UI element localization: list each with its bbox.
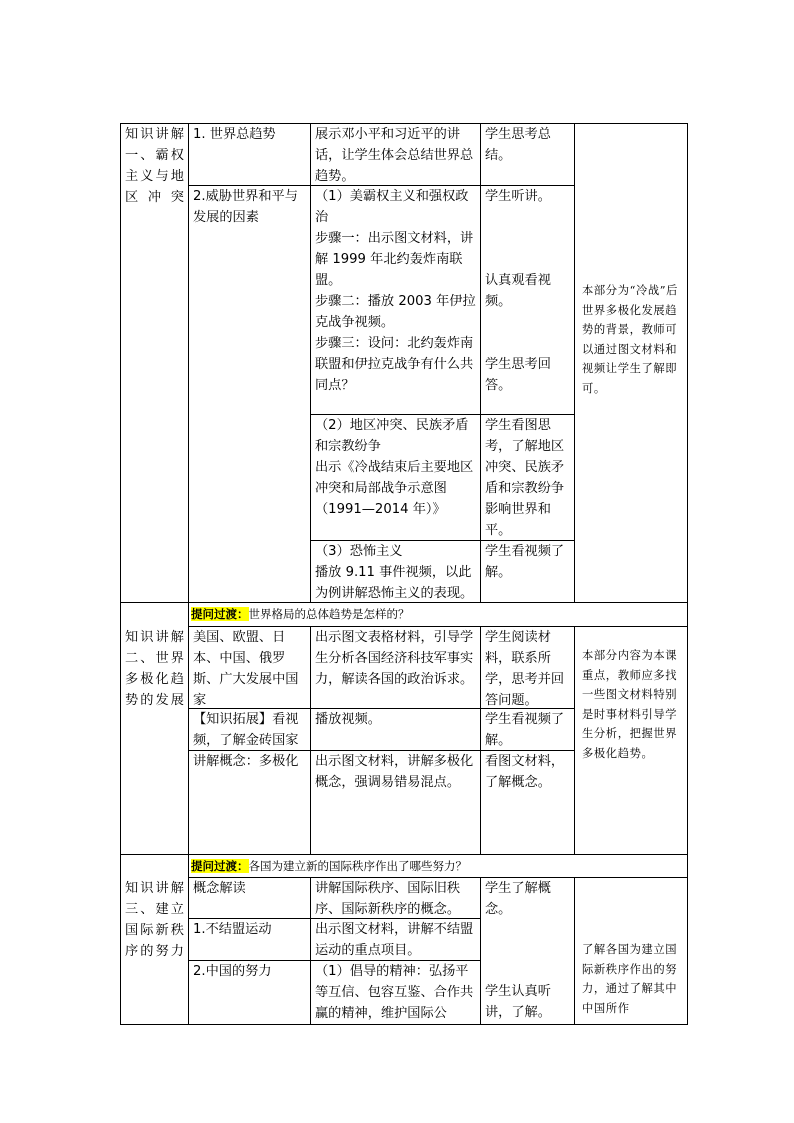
teacher-activity xyxy=(310,540,480,602)
topic-cell: 2.中国的努力 xyxy=(193,964,272,979)
design-note: 本部分内容为本课重点，教师应多找一些图文材料特别是时事材料引导学生分析，把握世界多极化趋势。 xyxy=(582,649,678,760)
teacher-activity: 讲解国际秩序、国际旧秩序、国际新秩序的概念。 xyxy=(315,881,461,917)
student-activity: 学生了解概念。 xyxy=(485,881,551,917)
sub-heading: （2）地区冲突、民族矛盾和宗教纷争 xyxy=(315,418,469,454)
student-activity xyxy=(480,185,574,414)
student-activity: 看图文材料，了解概念。 xyxy=(485,754,565,790)
step-text: 步骤一：出示图文材料，讲解 1999 年北约轰炸南联盟。 xyxy=(315,231,474,288)
section-title: 知识讲解二、世界多极化趋势的发展 xyxy=(125,630,184,708)
topic-cell: 概念解读 xyxy=(193,881,246,896)
topic-cell: 2.威胁世界和平与发展的因素 xyxy=(193,189,298,225)
teacher-activity: 播放视频。 xyxy=(315,712,381,727)
teacher-activity: 出示图文材料，讲解不结盟运动的重点项目。 xyxy=(315,922,474,958)
student-step: 认真观看视频。 xyxy=(485,273,551,309)
teacher-activity: 展示邓小平和习近平的讲话，让学生体会总结世界总趋势。 xyxy=(315,127,474,184)
design-note: 了解各国为建立国际新秩序作出的努力，通过了解其中中国所作 xyxy=(582,943,678,1015)
step-text: 步骤二：播放 2003 年伊拉克战争视频。 xyxy=(315,294,476,330)
table-border-right xyxy=(687,123,688,1025)
student-activity: 学生看图思考，了解地区冲突、民族矛盾和宗教纷争影响世界和平。 xyxy=(485,418,565,538)
student-activity: 学生看视频了解。 xyxy=(485,712,565,748)
sub-heading: （3）恐怖主义 xyxy=(315,544,403,559)
teacher-activity xyxy=(310,185,480,414)
section-title: 知识讲解三、建立国际新秩序的努力 xyxy=(125,881,184,959)
transition-label: 提问过渡： xyxy=(191,607,249,621)
student-step: 学生听讲。 xyxy=(485,189,551,204)
step-text: 步骤三：设问：北约轰炸南联盟和伊拉克战争有什么共同点？ xyxy=(315,336,474,393)
design-note: 本部分为“冷战”后世界多极化发展趋势的背景，教师可以通过图文材料和视频让学生了解即可。 xyxy=(582,284,679,395)
step-text: 出示《冷战结束后主要地区冲突和局部战争示意图（1991—2014 年）》 xyxy=(315,460,474,517)
transition-text: 各国为建立新的国际秩序作出了哪些努力？ xyxy=(248,859,467,873)
student-activity: 学生阅读材料，联系所学，思考并回答问题。 xyxy=(485,630,565,708)
student-activity: 学生认真听讲，了解。 xyxy=(485,984,551,1020)
teacher-activity xyxy=(310,414,480,540)
student-step: 学生思考回答。 xyxy=(485,357,551,393)
transition-question xyxy=(188,854,688,877)
transition-question xyxy=(188,602,688,626)
table-border-bottom xyxy=(120,1024,688,1025)
student-activity: 学生看视频了解。 xyxy=(485,544,565,580)
topic-cell: 讲解概念：多极化 xyxy=(193,754,299,769)
topic-cell: 1.不结盟运动 xyxy=(193,922,272,937)
teacher-activity: 出示图文表格材料，引导学生分析各国经济科技军事实力，解读各国的政治诉求。 xyxy=(315,630,474,687)
step-text: 播放 9.11 事件视频，以此为例讲解恐怖主义的表现。 xyxy=(315,565,474,601)
transition-label: 提问过渡： xyxy=(191,859,249,873)
section-title: 知识讲解一、霸权主义与地区冲突 xyxy=(125,127,184,205)
lesson-plan-table xyxy=(120,123,688,1025)
teacher-activity: 出示图文材料，讲解多极化概念，强调易错易混点。 xyxy=(315,754,474,790)
topic-cell: 1. 世界总趋势 xyxy=(193,127,276,142)
transition-text: 世界格局的总体趋势是怎样的？ xyxy=(248,607,410,621)
sub-heading: （1）美霸权主义和强权政治 xyxy=(315,189,469,225)
topic-cell: 【知识拓展】看视频，了解金砖国家 xyxy=(193,712,299,748)
topic-cell: 美国、欧盟、日本、中国、俄罗斯、广大发展中国家 xyxy=(193,630,299,708)
teacher-activity: （1）倡导的精神：弘扬平等互信、包容互鉴、合作共赢的精神，维护国际公 xyxy=(315,964,474,1021)
student-activity: 学生思考总结。 xyxy=(485,127,551,163)
